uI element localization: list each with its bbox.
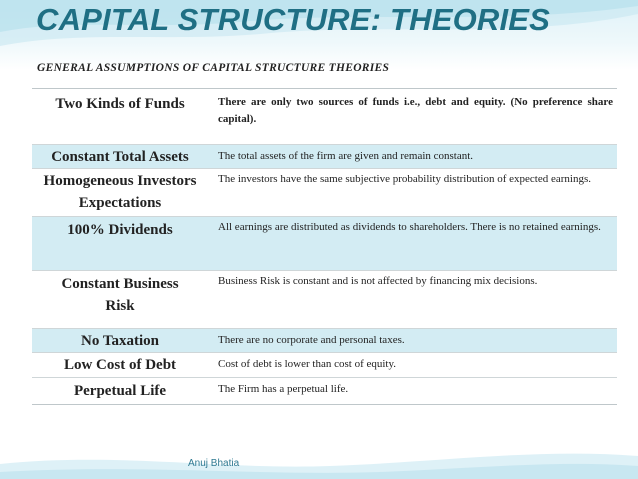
table-row [32,329,617,353]
assumption-term: Constant Business Risk [61,276,179,314]
assumption-description: Cost of debt is lower than cost of equity. [218,358,397,370]
table-row [32,169,617,217]
assumption-term: No Taxation [81,333,159,349]
assumption-description: There are no corporate and personal taxes. [218,334,405,346]
assumption-term: Perpetual Life [73,383,167,399]
assumption-term: Homogeneous Investors Expectations [43,173,197,211]
assumption-description: There are only two sources of funds i.e., debt and equity. (No preference share capital). [218,96,613,125]
table-row [32,217,617,271]
assumption-description: The Firm has a perpetual life. [218,383,349,395]
assumption-term: Two Kinds of Funds [55,96,185,112]
decorative-wave-bottom [0,430,638,479]
table-row [32,271,617,329]
assumption-description: All earnings are distributed as dividends to shareholders. There is no retained earnings. [218,221,601,233]
assumption-description: The investors have the same subjective probability distribution of expected earnings. [218,173,591,185]
table-row [32,89,617,145]
assumption-description: Business Risk is constant and is not affected by financing mix decisions. [218,275,538,287]
assumption-term: Low Cost of Debt [63,357,177,373]
table-row [32,353,617,378]
assumptions-table [32,88,617,405]
table-row [32,378,617,405]
table-row [32,145,617,169]
assumption-term: 100% Dividends [67,222,173,238]
footer-author: Anuj Bhatia [188,458,240,469]
slide-title: CAPITAL STRUCTURE: THEORIES [36,2,551,37]
slide-subtitle: GENERAL ASSUMPTIONS OF CAPITAL STRUCTURE THEORIES [37,62,390,74]
assumption-term: Constant Total Assets [51,149,189,165]
assumption-description: The total assets of the firm are given and remain constant. [218,150,474,162]
